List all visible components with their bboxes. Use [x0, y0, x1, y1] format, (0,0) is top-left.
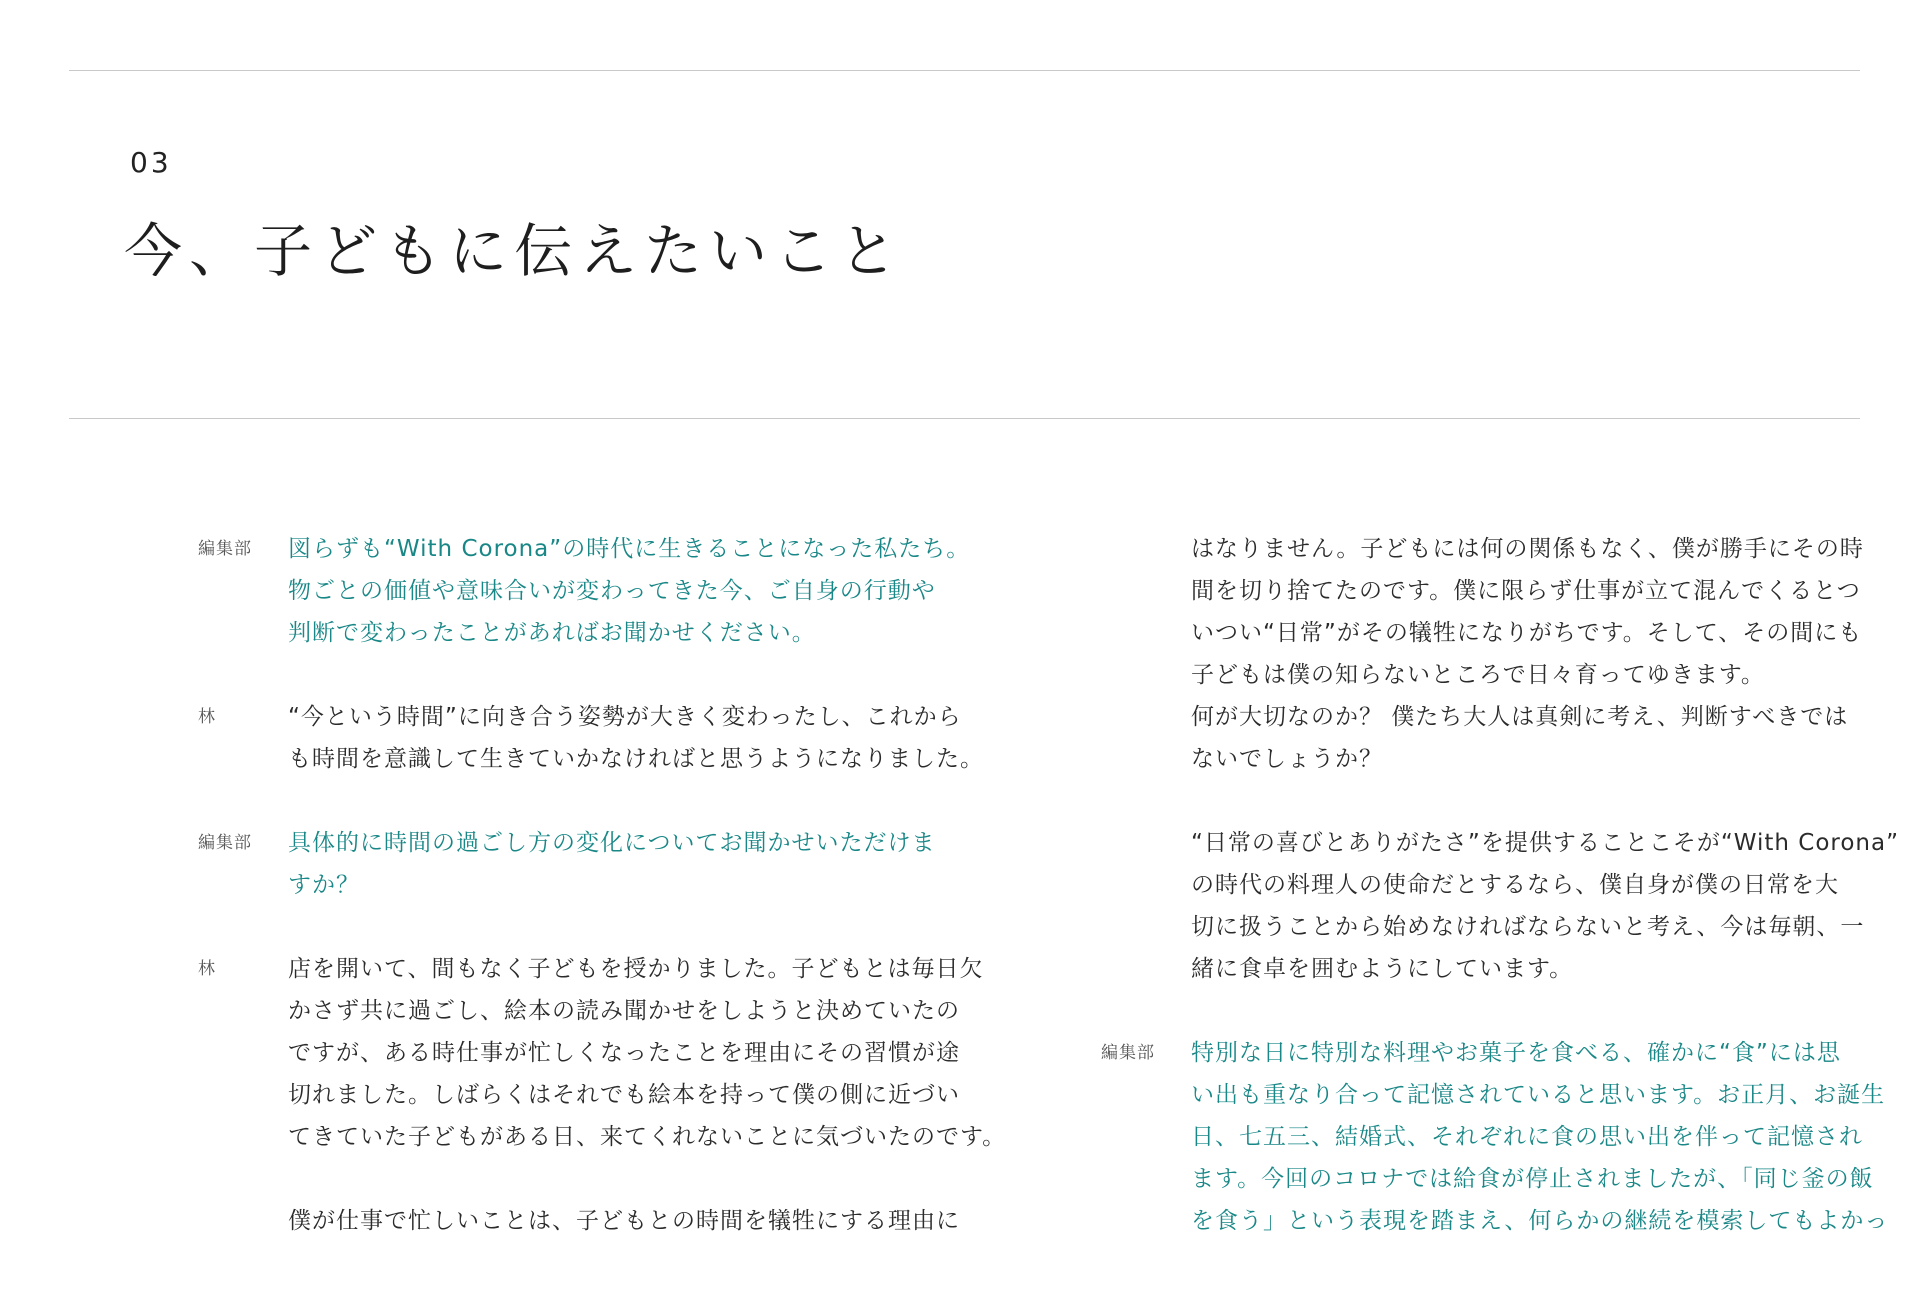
dialogue-text	[1191, 528, 1900, 990]
dialogue-text	[288, 528, 971, 654]
text-line: を食う」という表現を踏まえ、何らかの継続を模索してもよかっ	[1191, 1208, 1889, 1234]
text-line: 具体的に時間の過ごし方の変化についてお聞かせいただけま	[288, 830, 936, 856]
section-title: 今、子どもに伝えたいこと	[124, 217, 905, 285]
text-line: すか？	[288, 872, 360, 898]
question-paragraph	[288, 822, 963, 906]
text-line: 店を開いて、間もなく子どもを授かりました。子どもとは毎日欠	[288, 956, 984, 982]
left-column	[198, 528, 1007, 1284]
speaker-label: 編集部	[1101, 1043, 1155, 1063]
text-line: 緒に食卓を囲むようにしています。	[1191, 956, 1574, 982]
dialogue-entry	[198, 528, 978, 654]
dialogue-text	[1191, 1032, 1889, 1242]
text-line: 間を切り捨てたのです。僕に限らず仕事が立て混んでくるとつ	[1191, 578, 1861, 604]
text-line: かさず共に過ごし、絵本の読み聞かせをしようと決めていたの	[288, 998, 960, 1024]
text-line: 物ごとの価値や意味合いが変わってきた今、ご自身の行動や	[288, 578, 936, 604]
answer-paragraph	[288, 696, 984, 780]
dialogue-text	[288, 822, 963, 906]
question-paragraph	[1191, 1032, 1889, 1242]
right-column	[1101, 528, 1900, 1284]
dialogue-entry	[198, 948, 1007, 1242]
section-number: 03	[130, 146, 172, 179]
speaker-label: 林	[198, 959, 216, 979]
text-line: 子どもは僕の知らないところで日々育ってゆきます。	[1191, 662, 1765, 688]
answer-paragraph	[1191, 528, 1866, 780]
speaker-label: 林	[198, 707, 216, 727]
text-line: 切に扱うことから始めなければならないと考え、今は毎朝、一	[1191, 914, 1865, 940]
text-line: いつい“日常”がその犠牲になりがちです。そして、その間にも	[1191, 620, 1863, 646]
header-divider	[69, 418, 1860, 419]
dialogue-entry	[198, 696, 984, 780]
text-line: 特別な日に特別な料理やお菓子を食べる、確かに“食”には思	[1191, 1040, 1841, 1066]
top-divider	[69, 70, 1860, 71]
text-line: 図らずも“With Corona”の時代に生きることになった私たち。	[288, 536, 971, 562]
dialogue-entry	[1101, 1032, 1889, 1242]
speaker-label: 編集部	[198, 833, 252, 853]
text-line: 切れました。しばらくはそれでも絵本を持って僕の側に近づい	[288, 1082, 960, 1108]
answer-paragraph	[1191, 822, 1900, 990]
question-paragraph	[288, 528, 971, 654]
text-line: はなりません。子どもには何の関係もなく、僕が勝手にその時	[1191, 536, 1864, 562]
dialogue-entry	[1101, 528, 1900, 990]
text-line: “日常の喜びとありがたさ”を提供することこそが“With Corona”	[1191, 830, 1900, 856]
text-line: てきていた子どもがある日、来てくれないことに気づいたのです。	[288, 1124, 1007, 1150]
text-line: い出も重なり合って記憶されていると思います。お正月、お誕生	[1191, 1082, 1886, 1108]
text-line: 判断で変わったことがあればお聞かせください。	[288, 620, 816, 646]
text-line: ます。今回のコロナでは給食が停止されましたが、「同じ釜の飯	[1191, 1166, 1874, 1192]
text-line: も時間を意識して生きていかなければと思うようになりました。	[288, 746, 984, 772]
answer-paragraph	[288, 1200, 963, 1242]
text-line: 日、七五三、結婚式、それぞれに食の思い出を伴って記憶され	[1191, 1124, 1863, 1150]
text-line: 僕が仕事で忙しいことは、子どもとの時間を犠牲にする理由に	[288, 1208, 960, 1234]
dialogue-text	[288, 696, 984, 780]
text-line: “今という時間”に向き合う姿勢が大きく変わったし、これから	[288, 704, 962, 730]
text-line: 何が大切なのか？ 僕たち大人は真剣に考え、判断すべきでは	[1191, 704, 1849, 730]
answer-paragraph	[288, 948, 1007, 1158]
speaker-label: 編集部	[198, 539, 252, 559]
dialogue-entry	[198, 822, 978, 906]
dialogue-text	[288, 948, 1007, 1242]
text-line: ですが、ある時仕事が忙しくなったことを理由にその習慣が途	[288, 1040, 960, 1066]
text-line: ないでしょうか？	[1191, 746, 1383, 772]
text-line: の時代の料理人の使命だとするなら、僕自身が僕の日常を大	[1191, 872, 1839, 898]
